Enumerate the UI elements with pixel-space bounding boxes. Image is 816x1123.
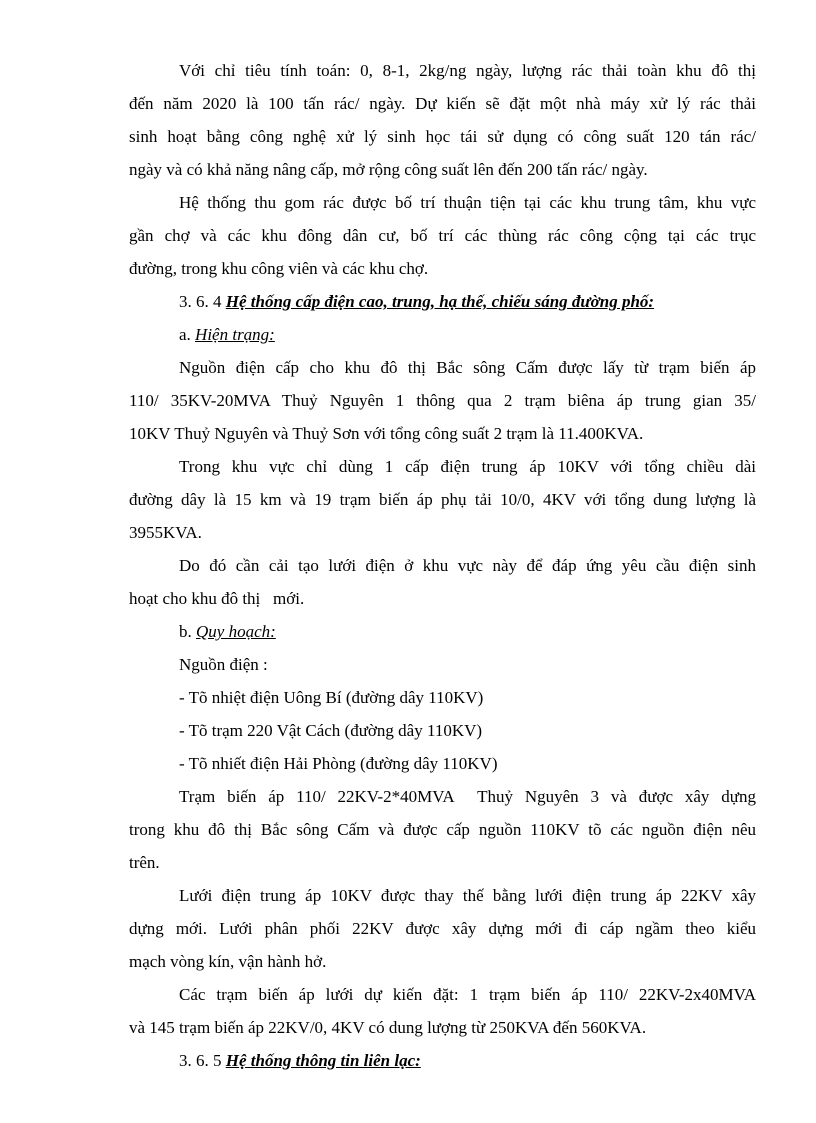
paragraph-line: Do đó cần cải tạo lưới điện ở khu vực này để đáp ứng yêu cầu điện sinh bbox=[179, 556, 756, 575]
subheading-a bbox=[179, 324, 275, 348]
paragraph-line: Các trạm biến áp lưới dự kiến đặt: 1 trạm biến áp 110/ 22KV-2x40MVA bbox=[179, 985, 756, 1004]
paragraph-line: 10KV Thuỷ Nguyên và Thuỷ Sơn với tổng công suất 2 trạm là 11.400KVA. bbox=[129, 424, 644, 443]
paragraph-line: 110/ 35KV-20MVA Thuỷ Nguyên 1 thông qua 2 trạm biêna áp trung gian 35/ bbox=[129, 391, 756, 410]
paragraph-line: trên. bbox=[129, 853, 160, 872]
paragraph-line: dựng mới. Lưới phân phối 22KV được xây dựng mới đi cáp ngầm theo kiểu bbox=[129, 919, 756, 938]
sources-label: Nguồn điện : bbox=[179, 655, 268, 674]
paragraph-line: ngày và có khả năng nâng cấp, mở rộng công suất lên đến 200 tấn rác/ ngày. bbox=[129, 160, 648, 179]
section-number: 3. 6. 4 bbox=[179, 292, 226, 311]
paragraph-line: hoạt cho khu đô thị mới. bbox=[129, 589, 305, 608]
source-item: - Tõ nhiết điện Hải Phòng (đường dây 110KV) bbox=[179, 754, 498, 773]
paragraph-line: Nguồn điện cấp cho khu đô thị Bắc sông Cấm được lấy từ trạm biến áp bbox=[179, 358, 756, 377]
paragraph-line: đến năm 2020 là 100 tấn rác/ ngày. Dự kiến sẽ đặt một nhà máy xử lý rác thải bbox=[129, 94, 756, 113]
subheading-title: Hiện trạng: bbox=[195, 325, 275, 344]
paragraph-line: mạch vòng kín, vận hành hở. bbox=[129, 952, 327, 971]
section-heading-3-6-5 bbox=[179, 1050, 421, 1074]
section-number: 3. 6. 5 bbox=[179, 1051, 226, 1070]
section-title: Hệ thống thông tin liên lạc: bbox=[225, 1051, 421, 1070]
paragraph-line: đường dây là 15 km và 19 trạm biến áp phụ tải 10/0, 4KV với tổng dung lượng là bbox=[129, 490, 756, 509]
paragraph-line: Lưới điện trung áp 10KV được thay thế bằng lưới điện trung áp 22KV xây bbox=[179, 886, 756, 905]
paragraph-line: đường, trong khu công viên và các khu chợ. bbox=[129, 259, 429, 278]
subheading-b bbox=[179, 621, 276, 645]
source-item: - Tõ trạm 220 Vật Cách (đường dây 110KV) bbox=[179, 721, 483, 740]
paragraph-line: Với chỉ tiêu tính toán: 0, 8-1, 2kg/ng ngày, lượng rác thải toàn khu đô thị bbox=[179, 61, 756, 80]
subheading-prefix: a. bbox=[179, 325, 196, 344]
paragraph-line: Trạm biến áp 110/ 22KV-2*40MVA Thuỷ Nguyên 3 và được xây dựng bbox=[179, 787, 756, 806]
paragraph-line: gần chợ và các khu đông dân cư, bố trí các thùng rác công cộng tại các trục bbox=[129, 226, 756, 245]
paragraph-line: 3955KVA. bbox=[129, 523, 202, 542]
paragraph-line: Hệ thống thu gom rác được bố trí thuận tiện tại các khu trung tâm, khu vực bbox=[179, 193, 756, 212]
subheading-prefix: b. bbox=[179, 622, 196, 641]
section-title: Hệ thống cấp điện cao, trung, hạ thế, chiếu sáng đường phố: bbox=[225, 292, 655, 311]
source-item: - Tõ nhiệt điện Uông Bí (đường dây 110KV) bbox=[179, 688, 484, 707]
paragraph-line: trong khu đô thị Bắc sông Cấm và được cấp nguồn 110KV tõ các nguồn điện nêu bbox=[129, 820, 756, 839]
section-heading-3-6-4 bbox=[179, 291, 654, 315]
paragraph-line: sinh hoạt bằng công nghệ xử lý sinh học tái sử dụng có công suất 120 tán rác/ bbox=[129, 127, 756, 146]
paragraph-line: và 145 trạm biến áp 22KV/0, 4KV có dung lượng từ 250KVA đến 560KVA. bbox=[129, 1018, 647, 1037]
paragraph-line: Trong khu vực chỉ dùng 1 cấp điện trung áp 10KV với tổng chiều dài bbox=[179, 457, 756, 476]
subheading-title: Quy hoạch: bbox=[196, 622, 276, 641]
